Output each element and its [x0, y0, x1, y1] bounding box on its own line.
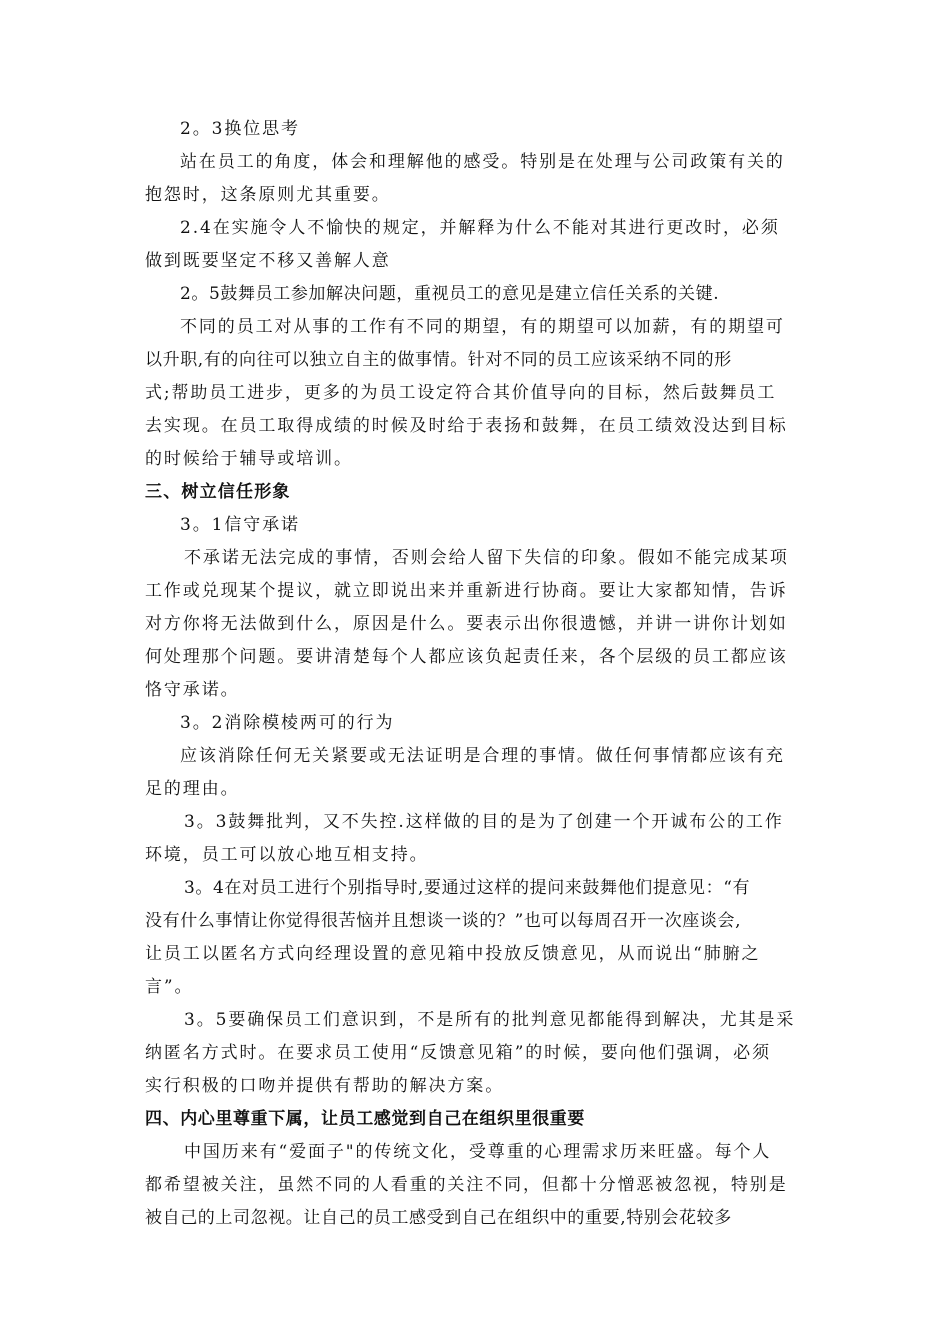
- paragraph-line: 足的理由。: [145, 779, 240, 799]
- paragraph-line: 何处理那个问题。要讲清楚每个人都应该负起责任来，各个层级的员工都应该: [145, 647, 788, 667]
- paragraph-line: 纳匿名方式时。在要求员工使用“反馈意见箱”的时候，要向他们强调，必须: [145, 1043, 771, 1063]
- section-3-2-heading: 3。2消除模棱两可的行为: [180, 713, 395, 733]
- paragraph-line: 恪守承诺。: [145, 680, 240, 700]
- paragraph-line: 不承诺无法完成的事情，否则会给人留下失信的印象。假如不能完成某项: [184, 548, 789, 568]
- paragraph-line: 被自己的上司忽视。让自己的员工感受到自己在组织中的重要,特别会花较多: [145, 1208, 732, 1228]
- paragraph-line: 的时候给于辅导或培训。: [145, 449, 353, 469]
- paragraph-line: 应该消除任何无关紧要或无法证明是合理的事情。做任何事情都应该有充: [180, 746, 785, 766]
- paragraph-line: 让员工以匿名方式向经理设置的意见箱中投放反馈意见，从而说出“肺腑之: [145, 944, 761, 964]
- paragraph-line: 环境，员工可以放心地互相支持。: [145, 845, 429, 865]
- paragraph-line: 式;帮助员工进步，更多的为员工设定符合其价值导向的目标，然后鼓舞员工: [145, 383, 777, 403]
- paragraph-line: 实行积极的口吻并提供有帮助的解决方案。: [145, 1076, 505, 1096]
- paragraph-line: 没有什么事情让你觉得很苦恼并且想谈一谈的？”也可以每周召开一次座谈会,: [145, 911, 742, 931]
- section-3-heading: 三、树立信任形象: [145, 482, 291, 502]
- section-4-heading: 四、内心里尊重下属，让员工感觉到自己在组织里很重要: [145, 1109, 585, 1129]
- section-2-3-heading: 2。3换位思考: [180, 119, 300, 139]
- paragraph-line: 做到既要坚定不移又善解人意: [145, 251, 391, 271]
- section-3-4-line: 3。4在对员工进行个别指导时,要通过这样的提问来鼓舞他们提意见：“有: [184, 878, 751, 898]
- section-3-5-line: 3。5要确保员工们意识到，不是所有的批判意见都能得到解决，尤其是采: [184, 1010, 796, 1030]
- paragraph-line: 以升职,有的向往可以独立自主的做事情。针对不同的员工应该采纳不同的形: [145, 350, 732, 370]
- paragraph-line: 去实现。在员工取得成绩的时候及时给于表扬和鼓舞，在员工绩效没达到目标: [145, 416, 788, 436]
- section-2-5-heading: 2。5鼓舞员工参加解决问题，重视员工的意见是建立信任关系的关键.: [180, 284, 720, 304]
- paragraph-line: 站在员工的角度，体会和理解他的感受。特别是在处理与公司政策有关的: [180, 152, 785, 172]
- section-3-1-heading: 3。1信守承诺: [180, 515, 300, 535]
- paragraph-line: 抱怨时，这条原则尤其重要。: [145, 185, 391, 205]
- paragraph-line: 中国历来有“爱面子"的传统文化，受尊重的心理需求历来旺盛。每个人: [184, 1142, 772, 1162]
- paragraph-line: 都希望被关注，虽然不同的人看重的关注不同，但都十分憎恶被忽视，特别是: [145, 1175, 788, 1195]
- section-2-4-line: 2.4在实施令人不愉快的规定，并解释为什么不能对其进行更改时，必须: [180, 218, 780, 238]
- paragraph-line: 言”。: [145, 977, 194, 997]
- paragraph-line: 不同的员工对从事的工作有不同的期望，有的期望可以加薪，有的期望可: [180, 317, 785, 337]
- section-3-3-line: 3。3鼓舞批判，又不失控.这样做的目的是为了创建一个开诚布公的工作: [184, 812, 784, 832]
- paragraph-line: 工作或兑现某个提议，就立即说出来并重新进行协商。要让大家都知情，告诉: [145, 581, 788, 601]
- paragraph-line: 对方你将无法做到什么，原因是什么。要表示出你很遗憾，并讲一讲你计划如: [145, 614, 788, 634]
